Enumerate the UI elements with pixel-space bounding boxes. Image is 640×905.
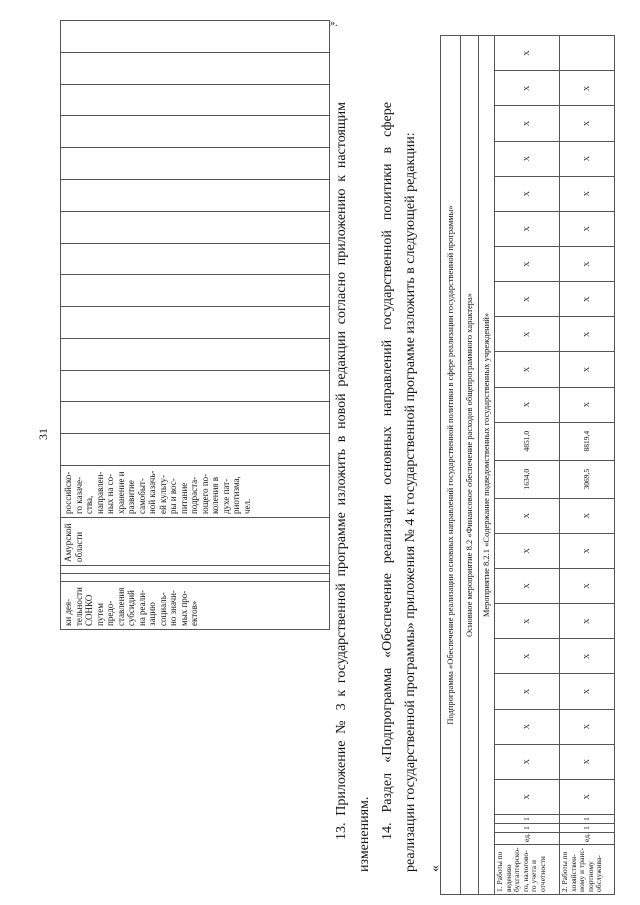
row-mark: X [495,211,560,246]
row-mark: X [560,744,615,779]
subprogram-header: Подпрограмма «Обеспечение реализации основных направлений государственной политики в сфере реализации государственной программы» [441,36,461,895]
row-value: 3069,5 [560,460,615,498]
row-name: 2. Работы по хозяйствен-ному и транс-портному обслужива- [560,845,615,895]
row-mark: X [560,569,615,604]
row-mark: X [560,106,615,141]
row-mark: X [560,141,615,176]
body-text [330,102,443,872]
row-value: 1634,0 [495,460,560,498]
paragraph-14: 14. Раздел «Подпрограмма «Обеспечение реализации основных направлений государственной политики в сфере реализации государственной программы» приложения № 4 к государственной программе изложить в следующей редакции: [380,102,418,872]
row-mark: X [495,141,560,176]
table-row [495,36,560,895]
top-table [60,20,330,630]
row-cell: 1 [495,824,560,833]
row-mark [560,36,615,71]
row-mark: X [495,779,560,814]
row-mark: X [560,247,615,282]
top-table-activity-cell: ки дея-тельности СОНКО путем предо-ставления субсидий на реали-зацию социаль-но значи-мых про-ектов» [61,582,330,630]
row-cell: 1 [560,824,615,833]
row-mark: X [495,71,560,106]
row-mark: X [560,779,615,814]
row-mark: X [495,709,560,744]
row-value: 4851,0 [495,422,560,460]
row-mark: X [495,352,560,387]
row-mark: X [560,387,615,422]
row-mark: X [495,498,560,533]
row-mark: X [495,674,560,709]
row-mark: X [495,569,560,604]
row-mark: X [495,106,560,141]
row-mark: X [495,36,560,71]
row-mark: X [560,176,615,211]
paragraph-13: 13. Приложение № 3 к государственной программе изложить в новой редакции согласно приложению к настоящим изменениям. [334,102,372,872]
page-number: 31 [36,428,50,440]
row-mark: X [560,211,615,246]
row-cell: 1 [560,815,615,824]
event-header: Мероприятие 8.2.1 «Содержание подведомственных государственных учреждений» [479,36,495,895]
row-mark: X [560,498,615,533]
row-cell: 1 [495,815,560,824]
top-table-cell [61,566,330,574]
row-mark: X [495,282,560,317]
row-mark: X [495,604,560,639]
row-mark: X [560,533,615,568]
row-name: 1. Работы по ведению бухгалтерско-го, налогово-го учета и отчетности [495,845,560,895]
row-value: 8819,4 [560,422,615,460]
top-table-executor-cell: Амурской области [61,518,330,566]
closing-quote-mark: ». [330,18,338,29]
row-mark: X [495,176,560,211]
bottom-table [440,35,615,895]
row-mark: X [495,744,560,779]
row-unit: ед. [495,833,560,845]
row-mark: X [495,247,560,282]
row-mark: X [495,317,560,352]
row-unit: ед. [560,833,615,845]
row-mark: X [495,533,560,568]
row-mark: X [495,387,560,422]
row-mark: X [560,282,615,317]
row-mark: X [560,317,615,352]
row-mark: X [495,639,560,674]
top-table-cell [61,574,330,582]
table-row [560,36,615,895]
top-table-indicator-cell: российско-го казаче-ства, направлен-ных на со-хранение и развитие самобыт-ной казачь-ей культу-ры и вос-питание подраста-ющего по-коления в духе пат-риотизма, чел. [61,466,330,518]
main-event-header: Основное мероприятие 8.2 «Финансовое обеспечение расходов общепрограммного характера» [461,36,479,895]
row-mark: X [560,674,615,709]
opening-quote-mark: « [428,865,443,872]
row-mark: X [560,352,615,387]
row-mark: X [560,639,615,674]
row-mark: X [560,604,615,639]
row-mark: X [560,709,615,744]
row-mark: X [560,71,615,106]
